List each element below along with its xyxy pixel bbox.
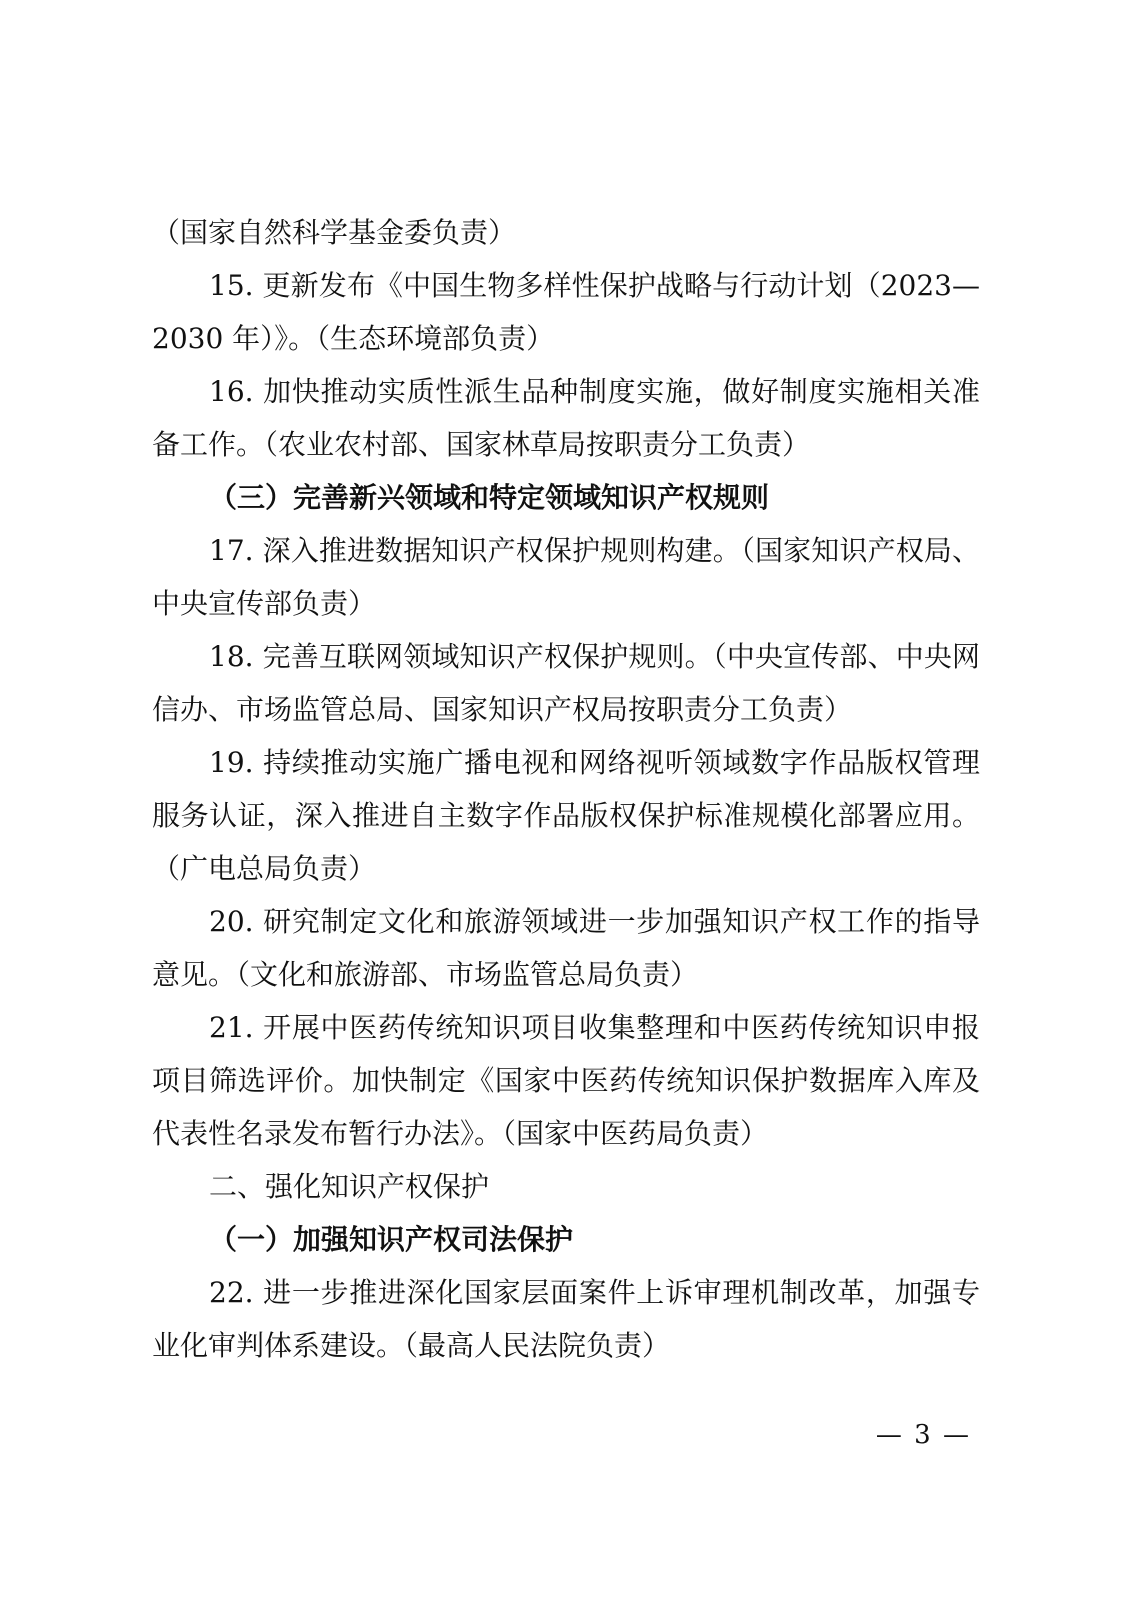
section-heading-2: 二、强化知识产权保护 bbox=[209, 1170, 490, 1203]
paragraph-item-18: 18. 完善互联网领域知识产权保护规则。（中央宣传部、中央网信办、市场监管总局、国家知识产权局按职责分工负责） bbox=[152, 640, 980, 726]
subheading-1: （一）加强知识产权司法保护 bbox=[209, 1223, 574, 1256]
paragraph-item-22: 22. 进一步推进深化国家层面案件上诉审理机制改革，加强专业化审判体系建设。（最高人民法院负责） bbox=[152, 1276, 980, 1362]
paragraph-continuation: （国家自然科学基金委负责） bbox=[152, 216, 517, 249]
subheading-3: （三）完善新兴领域和特定领域知识产权规则 bbox=[209, 481, 770, 514]
paragraph-item-16: 16. 加快推动实质性派生品种制度实施，做好制度实施相关准备工作。（农业农村部、国家林草局按职责分工负责） bbox=[152, 375, 980, 461]
paragraph-item-20: 20. 研究制定文化和旅游领域进一步加强知识产权工作的指导意见。（文化和旅游部、市场监管总局负责） bbox=[152, 905, 980, 991]
paragraph-item-19: 19. 持续推动实施广播电视和网络视听领域数字作品版权管理服务认证，深入推进自主数字作品版权保护标准规模化部署应用。（广电总局负责） bbox=[152, 746, 980, 885]
paragraph-item-15: 15. 更新发布《中国生物多样性保护战略与行动计划（2023—2030 年）》。（生态环境部负责） bbox=[152, 269, 980, 355]
page-number: — 3 — bbox=[875, 1420, 971, 1450]
paragraph-item-21: 21. 开展中医药传统知识项目收集整理和中医药传统知识申报项目筛选评价。加快制定《国家中医药传统知识保护数据库入库及代表性名录发布暂行办法》。（国家中医药局负责） bbox=[152, 1011, 980, 1150]
document-body bbox=[152, 206, 980, 1372]
paragraph-item-17: 17. 深入推进数据知识产权保护规则构建。（国家知识产权局、中央宣传部负责） bbox=[152, 534, 980, 620]
